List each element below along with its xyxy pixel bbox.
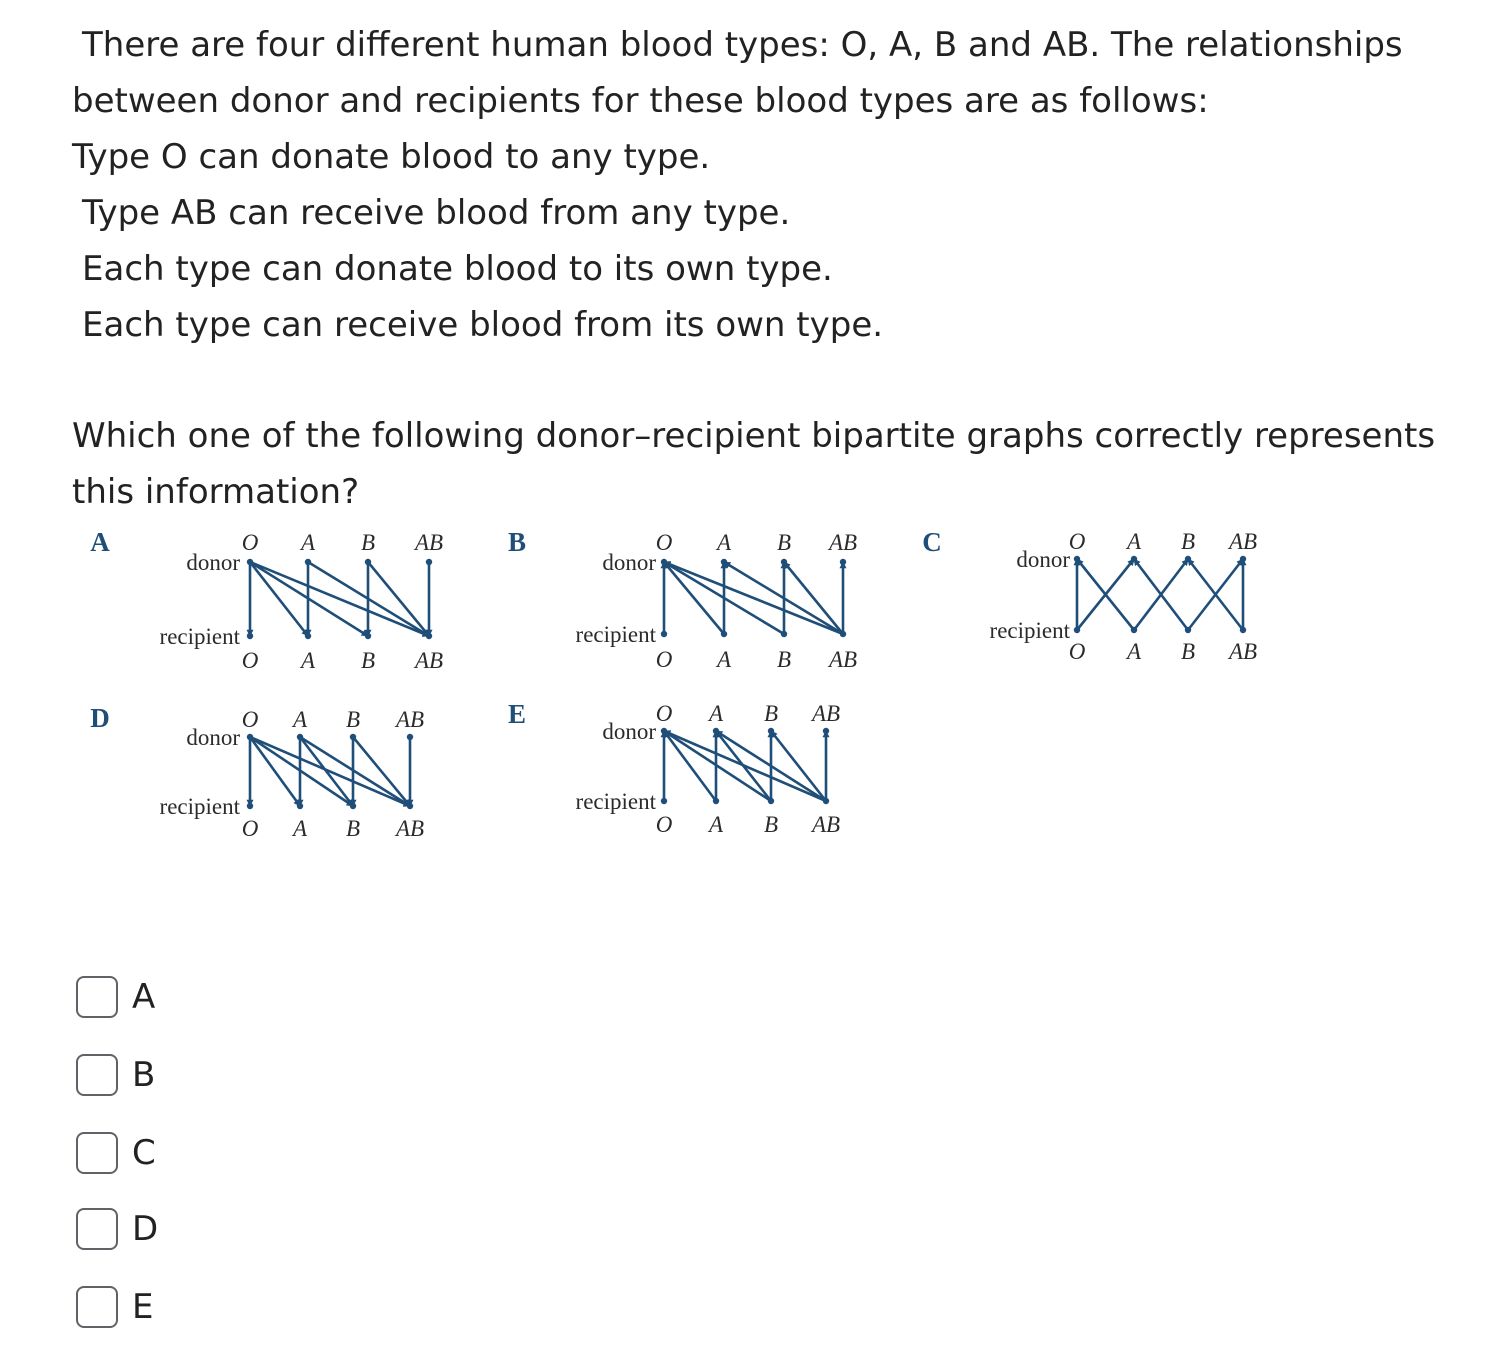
graph-c-recipient-node: [1185, 627, 1191, 633]
graph-d-donor-type: B: [345, 707, 361, 732]
option-a[interactable]: [76, 971, 155, 1023]
graph-a-donor-node: [247, 559, 253, 565]
option-e-checkbox[interactable]: [76, 1286, 118, 1328]
graph-a-donor-label: donor: [186, 550, 240, 575]
graph-a-recipient-type: O: [241, 648, 259, 673]
graphs-figure: [0, 520, 1500, 860]
graph-e-donor-node: [661, 728, 667, 734]
graph-b-donor-type: B: [776, 530, 792, 555]
graph-c-donor-type: AB: [1228, 529, 1258, 554]
graph-c-donor-type: O: [1068, 529, 1086, 554]
graph-e-recipient-type: B: [763, 812, 779, 837]
graph-c-donor-label: donor: [1016, 547, 1070, 572]
graph-c-recipient-type: AB: [1228, 639, 1258, 664]
graph-a-donor-type: O: [241, 530, 259, 555]
graph-d-donor-node: [297, 734, 303, 740]
graph-e-donor-node: [768, 728, 774, 734]
graph-d-donor-node: [350, 734, 356, 740]
graph-d-recipient-node: [407, 803, 413, 809]
graph-e-recipient-type: O: [655, 812, 673, 837]
graph-b-donor-node: [661, 559, 667, 565]
option-c[interactable]: [76, 1127, 156, 1179]
option-d[interactable]: [76, 1203, 158, 1255]
graph-d-recipient-type: A: [292, 816, 308, 841]
graph-e-donor-type: A: [708, 701, 724, 726]
graph-c-letter: C: [922, 527, 942, 557]
question-line: Each type can donate blood to its own type.: [82, 249, 833, 289]
graph-a-recipient-node: [426, 633, 432, 639]
graph-e-edge: [716, 731, 771, 801]
graph-d-donor-type: A: [292, 707, 308, 732]
graph-c-recipient-node: [1240, 627, 1246, 633]
question-line: There are four different human blood types: O, A, B and AB. The relationships: [82, 25, 1403, 65]
graph-c-recipient-label: recipient: [989, 618, 1070, 643]
graph-a-recipient-type: A: [300, 648, 316, 673]
option-c-label: C: [132, 1133, 156, 1173]
option-a-label: A: [132, 977, 156, 1017]
graph-d-donor-node: [407, 734, 413, 740]
graph-d-recipient-label: recipient: [159, 794, 240, 819]
graph-e-donor-node: [713, 728, 719, 734]
option-e-label: E: [132, 1287, 154, 1327]
graph-e-donor-node: [823, 728, 829, 734]
graph-e-recipient-label: recipient: [575, 789, 656, 814]
question-line: Type AB can receive blood from any type.: [82, 193, 791, 233]
graph-d-donor-type: O: [241, 707, 259, 732]
question-line: Each type can receive blood from its own type.: [82, 305, 884, 345]
graph-b-edge: [664, 562, 843, 634]
option-b-checkbox[interactable]: [76, 1054, 118, 1096]
graph-b-recipient-type: O: [655, 647, 673, 672]
graph-e-edge: [664, 731, 771, 801]
graph-a-donor-type: AB: [414, 530, 444, 555]
graph-d-recipient-type: AB: [395, 816, 425, 841]
graph-d-recipient-type: O: [241, 816, 259, 841]
graph-b-donor-node: [840, 559, 846, 565]
graph-a-edge: [250, 562, 429, 636]
option-b[interactable]: [76, 1049, 155, 1101]
graph-e-donor-label: donor: [602, 719, 656, 744]
graph-d-letter: D: [90, 703, 110, 733]
graph-a-letter: A: [90, 527, 110, 557]
graph-b-donor-node: [721, 559, 727, 565]
option-b-label: B: [132, 1055, 156, 1095]
option-e[interactable]: [76, 1281, 153, 1333]
graph-b-recipient-node: [721, 631, 727, 637]
graph-c-recipient-type: B: [1180, 639, 1196, 664]
graph-c-donor-type: B: [1180, 529, 1196, 554]
graph-b-recipient-label: recipient: [575, 622, 656, 647]
graph-a-recipient-type: AB: [414, 648, 444, 673]
graph-a-donor-type: B: [360, 530, 376, 555]
graph-d-edge: [250, 737, 353, 806]
prompt-line: this information?: [72, 472, 360, 512]
graph-c-recipient-type: O: [1068, 639, 1086, 664]
graph-a-donor-node: [365, 559, 371, 565]
graph-e-donor-type: AB: [811, 701, 841, 726]
graph-c-donor-node: [1240, 556, 1246, 562]
graph-e-recipient-node: [768, 798, 774, 804]
graph-c-recipient-type: A: [1126, 639, 1142, 664]
graph-d-edge: [353, 737, 410, 806]
graph-a-recipient-node: [305, 633, 311, 639]
graph-b-donor-label: donor: [602, 550, 656, 575]
graph-b-recipient-type: A: [716, 647, 732, 672]
graph-c-donor-node: [1074, 556, 1080, 562]
graph-a-recipient-node: [247, 633, 253, 639]
graph-a-edge: [368, 562, 429, 636]
graph-c-donor-node: [1185, 556, 1191, 562]
graph-d-edge: [300, 737, 353, 806]
graph-b-recipient-type: AB: [828, 647, 858, 672]
question-line: Type O can donate blood to any type.: [72, 137, 711, 177]
graph-d-recipient-type: B: [345, 816, 361, 841]
graph-a-donor-type: A: [300, 530, 316, 555]
graph-b-donor-node: [781, 559, 787, 565]
graph-b-donor-type: A: [716, 530, 732, 555]
option-a-checkbox[interactable]: [76, 976, 118, 1018]
graph-d-donor-node: [247, 734, 253, 740]
graph-e-donor-type: B: [763, 701, 779, 726]
option-d-label: D: [132, 1209, 159, 1249]
graph-a-recipient-label: recipient: [159, 624, 240, 649]
graph-e-recipient-node: [713, 798, 719, 804]
graph-b-donor-type: AB: [828, 530, 858, 555]
graph-d-recipient-node: [247, 803, 253, 809]
graph-b-recipient-node: [781, 631, 787, 637]
graph-a-recipient-node: [365, 633, 371, 639]
graph-b-donor-type: O: [655, 530, 673, 555]
question-line: between donor and recipients for these blood types are as follows:: [72, 81, 1209, 121]
graph-d-recipient-node: [297, 803, 303, 809]
graph-b-letter: B: [507, 527, 527, 557]
graph-e-recipient-node: [661, 798, 667, 804]
graph-c-donor-node: [1131, 556, 1137, 562]
graph-e-donor-type: O: [655, 701, 673, 726]
graph-a-donor-node: [305, 559, 311, 565]
graph-a-recipient-type: B: [360, 648, 376, 673]
graph-d-donor-label: donor: [186, 725, 240, 750]
graph-d-donor-type: AB: [395, 707, 425, 732]
graph-c-donor-type: A: [1126, 529, 1142, 554]
graph-e-recipient-type: AB: [811, 812, 841, 837]
option-d-checkbox[interactable]: [76, 1208, 118, 1250]
graph-d-edge: [300, 737, 410, 806]
graph-b-recipient-type: B: [776, 647, 792, 672]
graph-a-donor-node: [426, 559, 432, 565]
graph-b-recipient-node: [840, 631, 846, 637]
prompt-line: Which one of the following donor–recipient bipartite graphs correctly represents: [72, 416, 1436, 456]
graph-c-recipient-node: [1131, 627, 1137, 633]
graph-e-recipient-node: [823, 798, 829, 804]
option-c-checkbox[interactable]: [76, 1132, 118, 1174]
graph-b-recipient-node: [661, 631, 667, 637]
graph-e-letter: E: [507, 699, 527, 729]
graph-c-recipient-node: [1074, 627, 1080, 633]
graph-d-recipient-node: [350, 803, 356, 809]
graph-e-recipient-type: A: [708, 812, 724, 837]
